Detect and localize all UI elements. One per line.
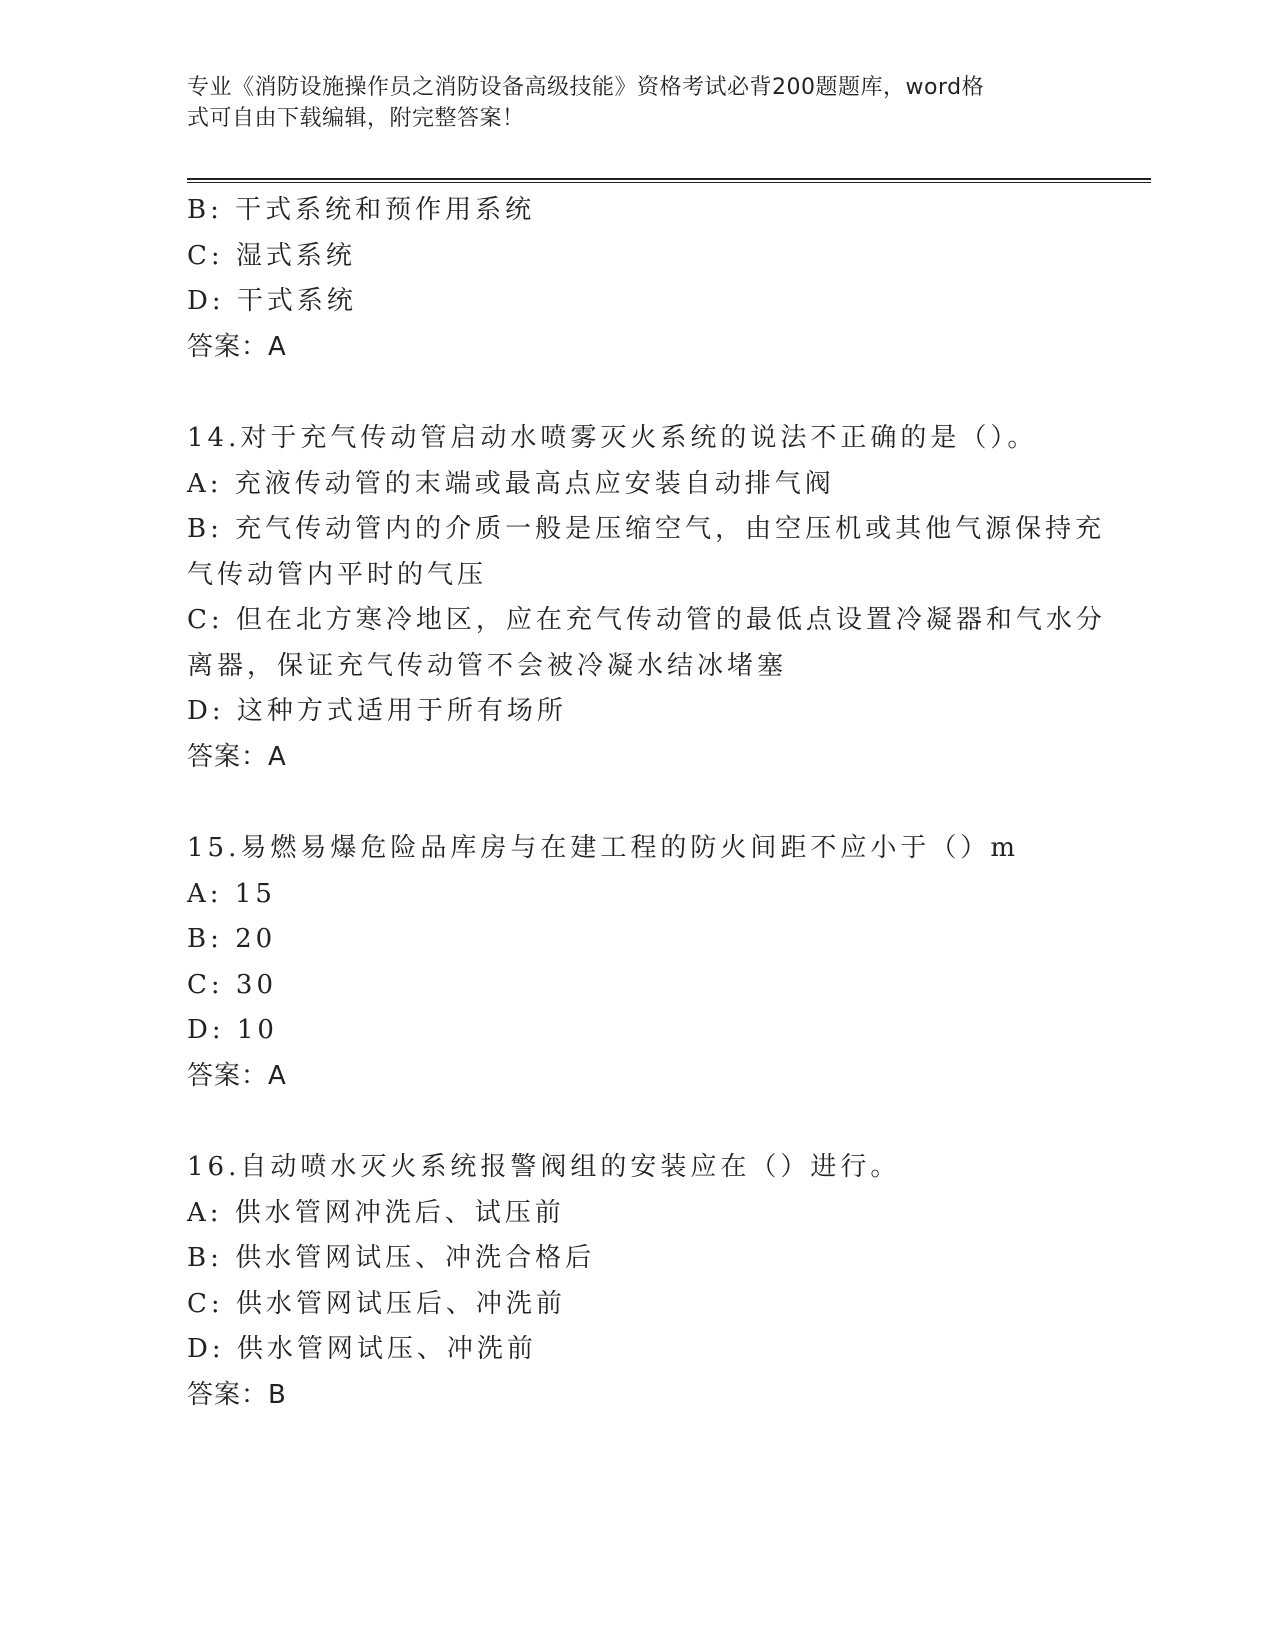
question-spacer — [187, 780, 1087, 826]
answer-line: 答案：A — [187, 1060, 287, 1091]
option-line: B: 干式系统和预作用系统 — [187, 195, 536, 225]
option-line: B: 充气传动管内的介质一般是压缩空气，由空压机或其他气源保持充 — [187, 514, 1106, 544]
question-stem: 14.对于充气传动管启动水喷雾灭火系统的说法不正确的是（）。 — [187, 423, 1038, 453]
option-line: D: 干式系统 — [187, 286, 357, 316]
option-line: 气传动管内平时的气压 — [187, 559, 488, 590]
question-spacer — [187, 370, 1087, 416]
option-line: A: 充液传动管的末端或最高点应安装自动排气阀 — [187, 468, 835, 499]
option-line: B: 20 — [187, 924, 277, 954]
option-line: D: 这种方式适用于所有场所 — [187, 696, 567, 726]
option-line: C: 30 — [187, 969, 278, 1000]
option-line: D: 10 — [187, 1015, 278, 1045]
option-line: C: 但在北方寒冷地区，应在充气传动管的最低点设置冷凝器和气水分 — [187, 605, 1106, 635]
question-14 — [187, 416, 1106, 780]
option-line: A: 供水管网冲洗后、试压前 — [187, 1197, 565, 1228]
answer-line: 答案：A — [187, 741, 287, 772]
option-line: 离器，保证充气传动管不会被冷凝水结冰堵塞 — [187, 650, 788, 681]
header-divider-top — [187, 178, 1151, 180]
question-stem: 16.自动喷水灭火系统报警阀组的安装应在（）进行。 — [187, 1152, 901, 1182]
question-16 — [187, 1145, 1087, 1418]
option-line: A: 15 — [187, 878, 276, 909]
question-stem: 15.易燃易爆危险品库房与在建工程的防火间距不应小于（）m — [187, 833, 1020, 863]
option-line: C: 供水管网试压后、冲洗前 — [187, 1288, 566, 1319]
question-spacer — [187, 1099, 1087, 1145]
question-13-continued — [187, 188, 1087, 370]
option-line: B: 供水管网试压、冲洗合格后 — [187, 1243, 596, 1273]
option-line: D: 供水管网试压、冲洗前 — [187, 1334, 537, 1364]
option-line: C: 湿式系统 — [187, 240, 356, 271]
question-15 — [187, 826, 1087, 1099]
answer-line: 答案：B — [187, 1379, 287, 1410]
header-divider-bottom — [187, 182, 1151, 183]
header-line-2: 式可自由下载编辑，附完整答案！ — [187, 106, 525, 131]
header-line-1: 专业《消防设施操作员之消防设备高级技能》资格考试必背200题题库，word格 — [187, 75, 985, 100]
question-list — [187, 188, 1106, 1418]
answer-line: 答案：A — [187, 331, 287, 362]
document-header — [187, 72, 1067, 134]
